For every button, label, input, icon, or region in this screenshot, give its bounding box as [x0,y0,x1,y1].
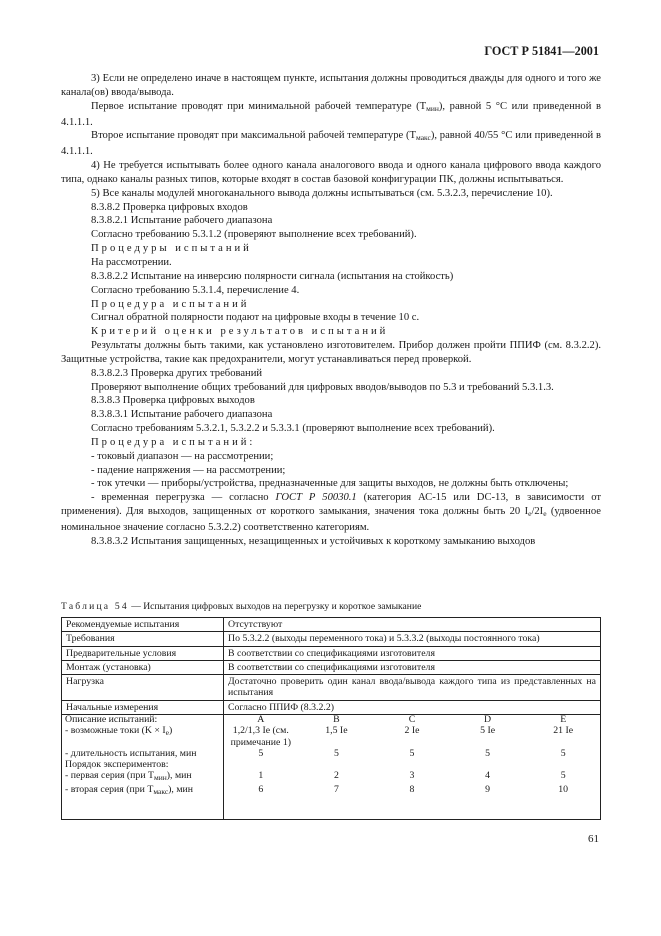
paragraph: 5) Все каналы модулей многоканального вывода должны испытываться (см. 5.3.2.3, перечисление 10). [91,187,553,199]
list-item: - временная перегрузка — согласно ГОСТ Р 50030.1 (категория АС-15 или DC-13, в зависимости от применения). Для выходов, защищенных от короткого замыкания, значения тока должны быть 20 $I_е/2I_е$ (удвоенное номинальное значение согласно 5.3.2.2) соответственно категориям. [61,492,602,533]
spaced-heading: Процедура испытаний [91,298,250,310]
list-item: - токовый диапазон — на рассмотрении; [91,450,274,462]
table-row: Нагрузка Достаточно проверить один канал ввода/вывода каждого типа из представленных на испытания [62,675,601,701]
list-item: - падение напряжения — на рассмотрении; [91,464,286,476]
body-text [61,72,601,549]
table-row: Порядок экспериментов: [65,759,169,771]
page-number: 61 [588,833,599,845]
document-code: ГОСТ Р 51841—2001 [484,44,599,58]
table-row: Начальные измерения Согласно ППИФ (8.3.2.2) [62,700,601,714]
section-heading: 8.3.8.2 Проверка цифровых входов [91,201,248,213]
table-row: - первая серия (при $T_{мин}$), мин 1 2 3 4 5 [65,770,566,783]
paragraph: Второе испытание проводят при максимальной рабочей температуре $(T_{макс})$, равной 40/55 °С или приведенной в 4.1.1.1. [61,130,601,158]
list-item: - ток утечки — приборы/устройства, предназначенные для защиты выходов, не должны быть отключены; [91,478,569,490]
table-row: - возможные токи $(K \times I_e)$ 1,2/1,3 Iе (см. примечание 1) 1,5 Iе 2 Iе 5 Iе 21 Iе [65,725,574,748]
spaced-heading: Критерий оценки результатов испытаний [91,326,389,338]
paragraph: Сигнал обратной полярности подают на цифровые входы в течение 10 с. [91,312,420,324]
table-row: - длительность испытания, мин 5 5 5 5 5 [65,747,566,759]
table-row: Требования По 5.3.2.2 (выходы переменного тока) и 5.3.3.2 (выходы постоянного тока) [62,632,601,646]
table-caption: Таблица 54 — Испытания цифровых выходов на перегрузку и короткое замыкание [61,601,422,612]
spaced-heading: Процедуры испытаний [91,243,252,255]
section-heading: 8.3.8.2.1 Испытание рабочего диапазона [91,215,273,227]
paragraph: На рассмотрении. [91,256,172,268]
table-row: Рекомендуемые испытания Отсутствуют [62,618,601,632]
experiment-table [61,714,601,797]
table-row: - вторая серия (при $T_{макс}$), мин 6 7 8 9 10 [65,783,569,796]
paragraph: Проверяют выполнение общих требований для цифровых вводов/выводов по 5.3 и требований 5.3.1.3. [91,381,554,393]
standard-reference: ГОСТ Р 50030.1 [275,492,357,504]
paragraph: Первое испытание проводят при минимальной рабочей температуре $(T_{мин})$, равной 5 °С или приведенной в 4.1.1.1. [61,100,601,128]
paragraph: Согласно требованию 5.3.1.4, перечисление 4. [91,284,300,296]
section-heading: 8.3.8.3.1 Испытание рабочего диапазона [91,409,273,421]
paragraph: 3) Если не определено иначе в настоящем пункте, испытания должны проводиться дважды для одного и того же канала(ов) ввода/вывода. [61,73,601,98]
paragraph: 4) Не требуется испытывать более одного канала аналогового ввода и одного канала цифрового ввода каждого типа, однако каналы разных типов, которые входят в состав базовой конфигурации ПК, должны испытываться. [61,160,601,185]
table-row: Предварительные условия В соответствии со спецификациями изготовителя [62,646,601,660]
table-row: Монтаж (установка) В соответствии со спецификациями изготовителя [62,660,601,674]
section-heading: 8.3.8.3 Проверка цифровых выходов [91,395,255,407]
paragraph: Результаты должны быть такими, как установлено изготовителем. Прибор должен пройти ППИФ (см. 8.3.2.2). Защитные устройства, такие как предохранители, могут устанавливаться перед проверкой. [61,340,601,365]
paragraph: Согласно требованиям 5.3.2.1, 5.3.2.2 и 5.3.3.1 (проверяют выполнение всех требований). [91,423,495,435]
section-heading: 8.3.8.3.2 Испытания защищенных, незащищенных и устойчивых к короткому замыканию выходов [91,535,536,547]
section-heading: 8.3.8.2.3 Проверка других требований [91,367,263,379]
spaced-heading: Процедура испытаний: [91,436,256,448]
paragraph: Согласно требованию 5.3.1.2 (проверяют выполнение всех требований). [91,229,417,241]
table-row: Описание испытаний: A B C D E [65,714,567,725]
section-heading: 8.3.8.2.2 Испытание на инверсию полярности сигнала (испытания на стойкость) [91,270,454,282]
test-table [61,617,601,715]
